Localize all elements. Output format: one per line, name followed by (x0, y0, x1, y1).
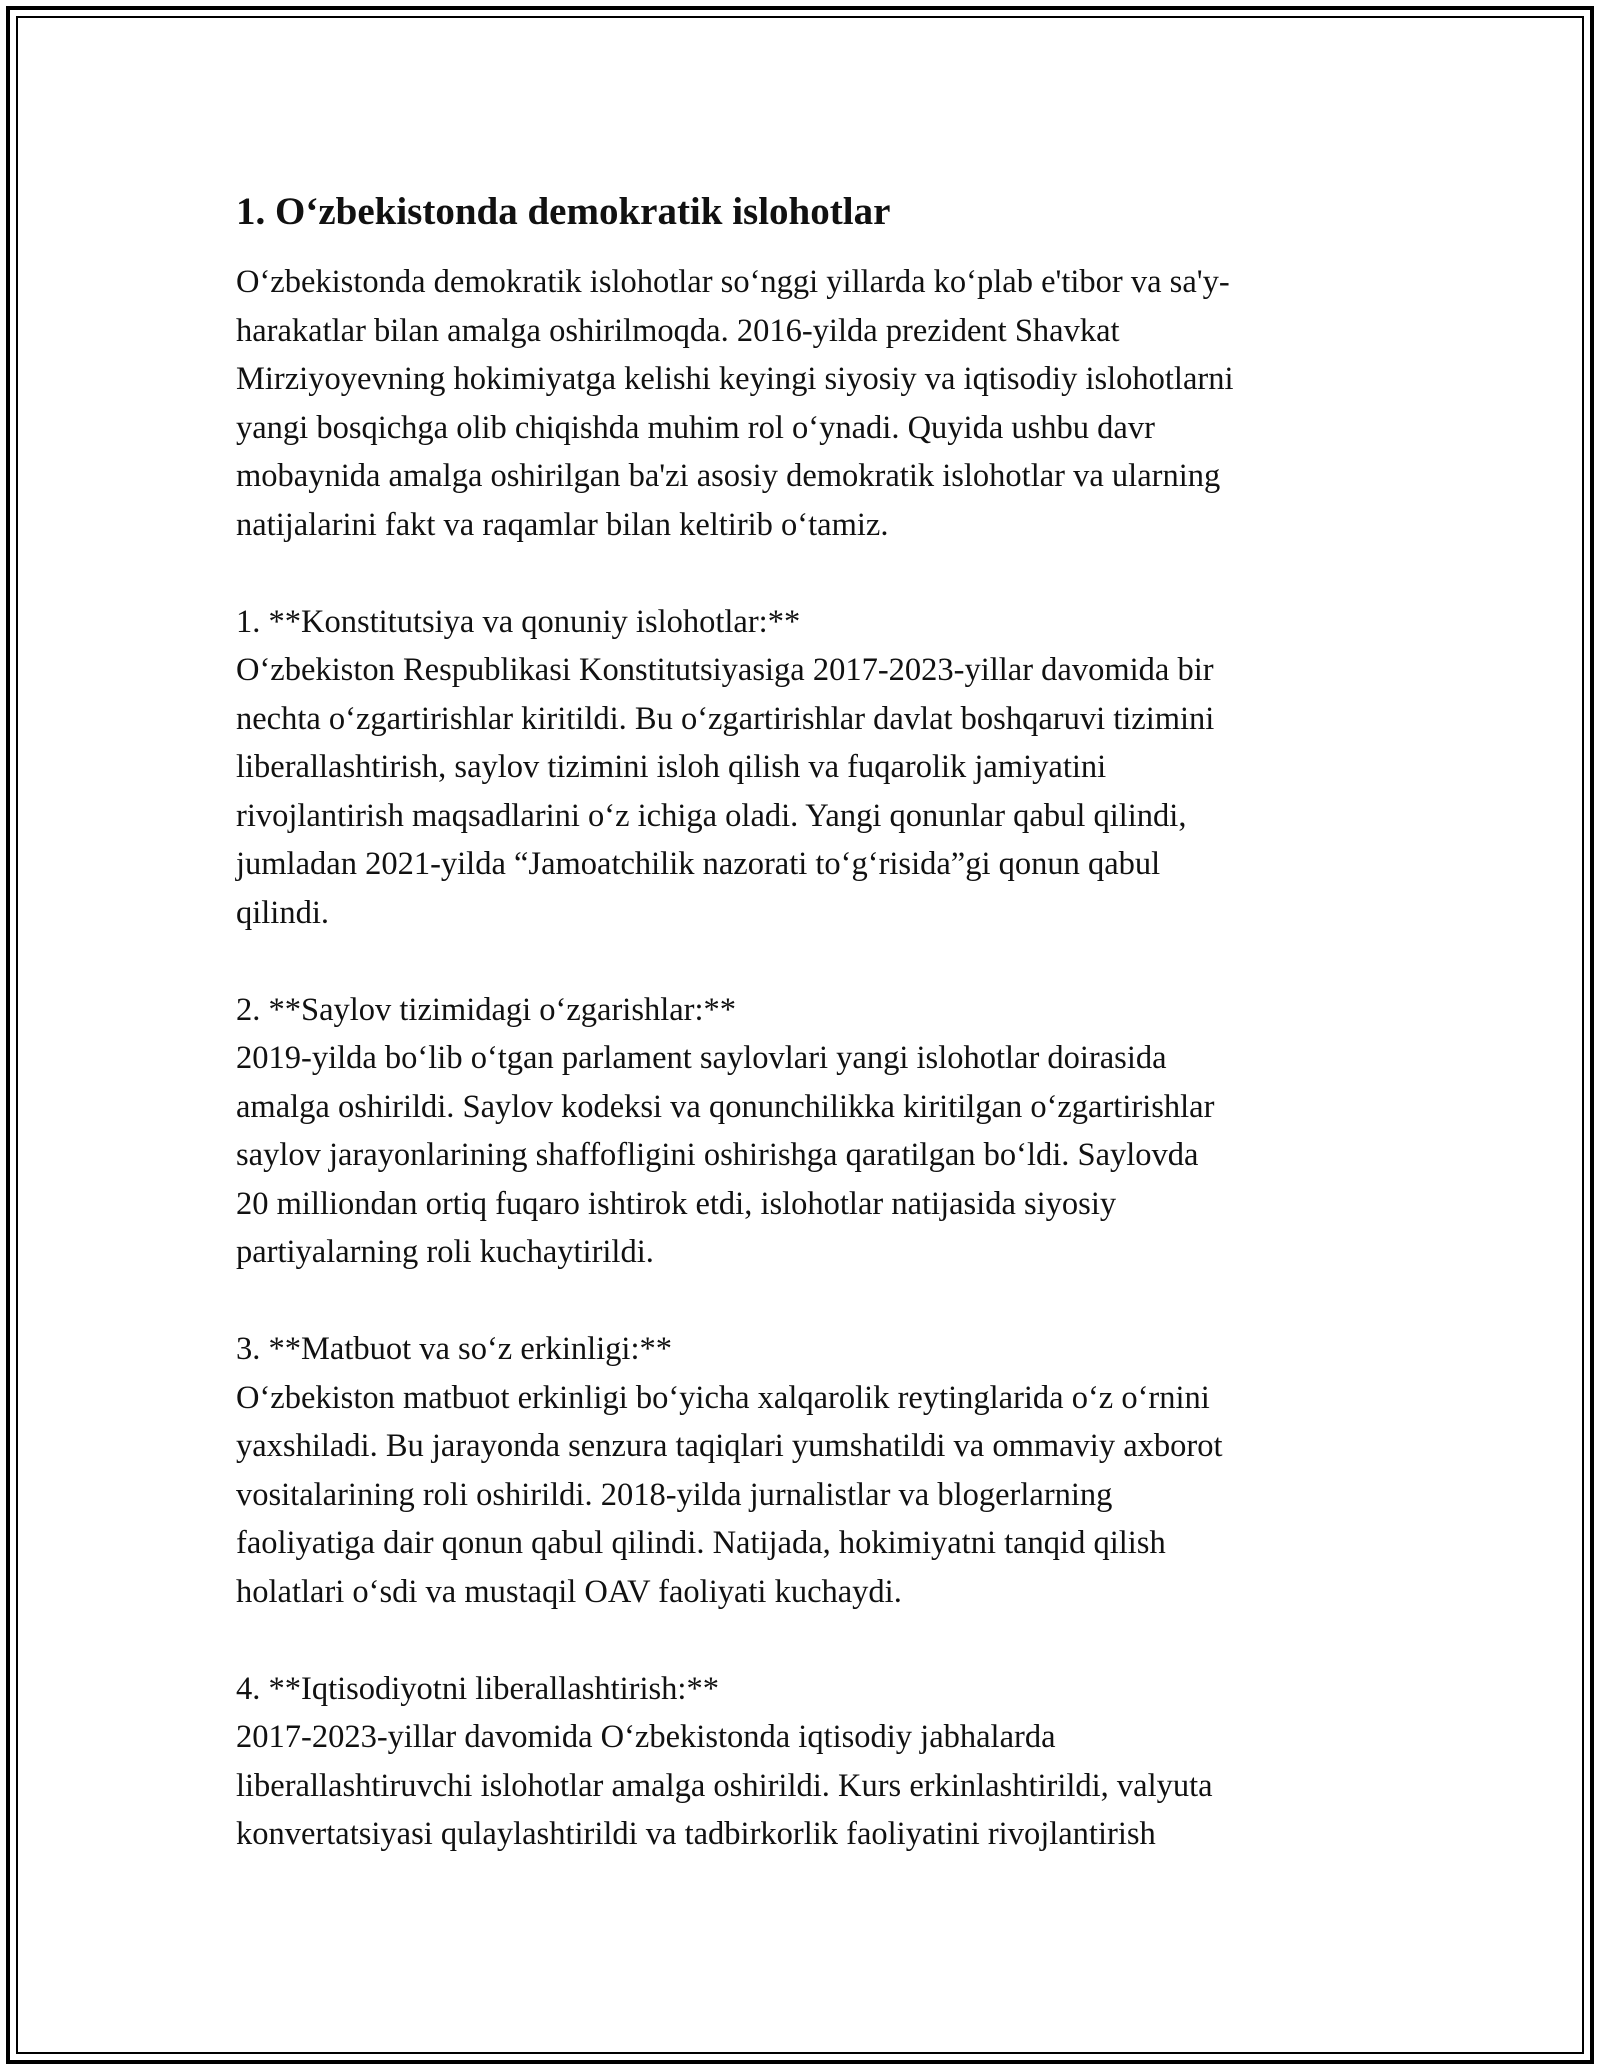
intro-paragraph: O‘zbekistonda demokratik islohotlar so‘nggi yillarda ko‘plab e'tibor va sa'y- harakatlar bilan amalga oshirilmoqda. 2016-yilda prezident Shavkat Mirziyoyevning hokimiyatga kelishi keyingi siyosiy va iqtisodiy islohotlarni yangi bosqichga olib chiqishda muhim rol o‘ynadi. Quyida ushbu davr mobaynida amalga oshirilgan ba'zi asosiy demokratik islohotlar va ularning natijalarini fakt va raqamlar bilan keltirib o‘tamiz. (236, 264, 1234, 543)
paragraph-gap (236, 937, 1376, 986)
document-heading: 1. O‘zbekistonda demokratik islohotlar (236, 190, 891, 233)
section-title: 3. **Matbuot va so‘z erkinligi:** (236, 1331, 672, 1367)
section-body: O‘zbekiston Respublikasi Konstitutsiyasiga 2017-2023-yillar davomida bir nechta o‘zgartirishlar kiritildi. Bu o‘zgartirishlar davlat boshqaruvi tizimini liberallashtirish, saylov tizimini isloh qilish va fuqarolik jamiyatini rivojlantirish maqsadlarini o‘z ichiga oladi. Yangi qonunlar qabul qilindi, jumladan 2021-yilda “Jamoatchilik nazorati to‘g‘risida”gi qonun qabul qilindi. (236, 652, 1215, 931)
paragraph-gap (236, 1616, 1376, 1665)
paragraph-gap (236, 1277, 1376, 1326)
paragraph-gap (236, 549, 1376, 598)
document-body (236, 186, 1376, 1859)
section-3 (236, 1325, 1376, 1616)
section-body: O‘zbekiston matbuot erkinligi bo‘yicha xalqarolik reytinglarida o‘z o‘rnini yaxshiladi. Bu jarayonda senzura taqiqlari yumshatildi va ommaviy axborot vositalarining roli oshirildi. 2018-yilda jurnalistlar va blogerlarning faoliyatiga dair qonun qabul qilindi. Natijada, hokimiyatni tanqid qilish holatlari o‘sdi va mustaqil OAV faoliyati kuchaydi. (236, 1379, 1223, 1610)
section-2 (236, 986, 1376, 1277)
section-title: 4. **Iqtisodiyotni liberallashtirish:** (236, 1670, 719, 1707)
section-title: 1. **Konstitutsiya va qonuniy islohotlar:** (236, 603, 801, 640)
section-4 (236, 1665, 1376, 1859)
section-body: 2019-yilda bo‘lib o‘tgan parlament saylovlari yangi islohotlar doirasida amalga oshirildi. Saylov kodeksi va qonunchilikka kiritilgan o‘zgartirishlar saylov jarayonlarining shaffofligini oshirishga qaratilgan bo‘ldi. Saylovda 20 milliondan ortiq fuqaro ishtirok etdi, islohotlar natijasida siyosiy partiyalarning roli kuchaytirildi. (236, 1040, 1215, 1270)
section-1 (236, 598, 1376, 938)
section-body: 2017-2023-yillar davomida O‘zbekistonda iqtisodiy jabhalarda liberallashtiruvchi islohotlar amalga oshirildi. Kurs erkinlashtirildi, valyuta konvertatsiyasi qulaylashtirildi va tadbirkorlik faoliyatini rivojlantirish (236, 1719, 1213, 1852)
section-title: 2. **Saylov tizimidagi o‘zgarishlar:** (236, 991, 737, 1028)
